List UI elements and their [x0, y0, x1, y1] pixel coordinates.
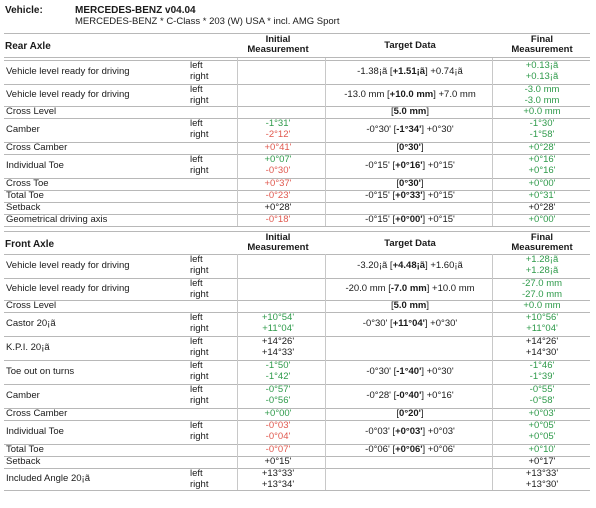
- final-value: +0°00': [528, 214, 556, 225]
- row-label: Setback: [6, 456, 41, 467]
- target-min: -0°30' [: [366, 366, 397, 377]
- target-range: [325, 284, 495, 294]
- initial-value: +0°41': [264, 142, 292, 153]
- final-value: -1°46': [529, 360, 555, 371]
- target-max: ] +0°30': [424, 318, 458, 329]
- row-label: Setback: [6, 202, 41, 213]
- row-label: Cross Toe: [6, 178, 49, 189]
- final-value: -1°58': [529, 129, 555, 140]
- target-min: -0°03' [: [365, 426, 396, 437]
- row-divider: [4, 312, 590, 313]
- target-max: ] +0°06': [422, 444, 455, 455]
- initial-value: +14°33': [261, 347, 295, 358]
- target-range: [325, 125, 495, 135]
- final-value: +14°26': [525, 336, 559, 347]
- row-label: Cross Level: [6, 106, 57, 117]
- final-value: +0°05': [528, 431, 556, 442]
- target-max: ] +0°15': [422, 160, 455, 171]
- target-max: ] +0°16': [421, 390, 454, 401]
- front-axle-title: Front Axle: [5, 239, 55, 250]
- initial-value: -0°18': [265, 214, 291, 225]
- target-nominal: -1°40': [396, 366, 422, 377]
- row-divider: [4, 226, 590, 227]
- row-divider: [4, 254, 590, 255]
- side-left-label: left: [190, 420, 203, 431]
- column-divider: [237, 58, 238, 226]
- target-range: [325, 161, 495, 171]
- initial-value: +0°15': [264, 456, 292, 467]
- target-range: [325, 191, 495, 201]
- front-target-header: Target Data: [384, 238, 436, 249]
- row-divider: [4, 178, 590, 179]
- row-divider: [4, 456, 590, 457]
- side-right-label: right: [190, 371, 209, 382]
- target-max: ] +0°03': [422, 426, 455, 437]
- side-right-label: right: [190, 129, 209, 140]
- row-label: Toe out on turns: [6, 366, 75, 377]
- final-value: +11°04': [526, 323, 558, 334]
- initial-value: +11°04': [262, 323, 294, 334]
- target-range: [325, 107, 495, 117]
- final-value: +0.0 mm: [523, 300, 561, 311]
- target-range: [325, 319, 495, 329]
- final-value: -0°55': [529, 384, 555, 395]
- vehicle-description: MERCEDES-BENZ * C-Class * 203 (W) USA * incl. AMG Sport: [75, 16, 340, 27]
- final-value: -27.0 mm: [521, 289, 563, 300]
- final-value: +0°28': [528, 142, 556, 153]
- target-nominal: -7.0 mm: [390, 283, 427, 294]
- side-right-label: right: [190, 323, 209, 334]
- row-divider: [4, 214, 590, 215]
- side-right-label: right: [190, 347, 209, 358]
- target-range: [325, 215, 495, 225]
- rear-target-header: Target Data: [384, 40, 436, 51]
- target-min: -13.0 mm [: [344, 89, 390, 100]
- row-divider: [4, 384, 590, 385]
- side-left-label: left: [190, 312, 203, 323]
- row-label: K.P.I. 20¡ã: [6, 342, 50, 353]
- rear-final-header: Final Measurement: [511, 34, 573, 55]
- target-max: ]: [426, 106, 430, 117]
- final-value: +10°56': [525, 312, 559, 323]
- final-value: +1.28¡ã: [525, 265, 559, 276]
- final-value: +1.28¡ã: [525, 254, 559, 265]
- row-label: Included Angle 20¡ã: [6, 473, 90, 484]
- target-nominal: +10.0 mm: [389, 89, 434, 100]
- initial-value: -1°31': [265, 118, 291, 129]
- initial-value: +14°26': [261, 336, 295, 347]
- final-value: +0.0 mm: [523, 106, 561, 117]
- side-right-label: right: [190, 95, 209, 106]
- front-initial-header: Initial Measurement: [247, 232, 309, 253]
- row-label: Camber: [6, 124, 40, 135]
- row-divider: [4, 106, 590, 107]
- column-divider: [492, 254, 493, 490]
- target-nominal: -0°40': [396, 390, 422, 401]
- row-label: Camber: [6, 390, 40, 401]
- target-nominal: 0°20': [399, 408, 421, 419]
- target-nominal: +0°06': [395, 444, 423, 455]
- final-value: -3.0 mm: [524, 95, 560, 106]
- rear-axle-title: Rear Axle: [5, 41, 51, 52]
- column-divider: [325, 58, 326, 226]
- target-min: -0°30' [: [366, 124, 397, 135]
- initial-value: -0°30': [265, 165, 291, 176]
- side-right-label: right: [190, 289, 209, 300]
- column-divider: [492, 58, 493, 226]
- target-min: -1.38¡ã [: [357, 66, 393, 77]
- row-label: Individual Toe: [6, 160, 64, 171]
- target-range: [325, 301, 495, 311]
- row-label: Vehicle level ready for driving: [6, 283, 130, 294]
- initial-value: -0°57': [265, 384, 291, 395]
- final-value: +0°28': [528, 202, 556, 213]
- target-min: [: [396, 142, 400, 153]
- side-left-label: left: [190, 84, 203, 95]
- final-value: +0°05': [528, 420, 556, 431]
- target-min: -0°15' [: [365, 160, 396, 171]
- row-divider: [4, 57, 590, 58]
- row-label: Individual Toe: [6, 426, 64, 437]
- target-max: ] +0°30': [421, 366, 454, 377]
- row-divider: [4, 336, 590, 337]
- initial-value: -0°56': [265, 395, 291, 406]
- initial-value: -1°42': [265, 371, 291, 382]
- column-divider: [237, 254, 238, 490]
- target-nominal: +4.48¡ã: [392, 260, 426, 271]
- row-divider: [4, 142, 590, 143]
- row-label: Vehicle level ready for driving: [6, 260, 130, 271]
- target-nominal: 0°30': [399, 142, 421, 153]
- target-nominal: 5.0 mm: [393, 300, 427, 311]
- target-nominal: +0°33': [395, 190, 423, 201]
- target-nominal: +0°03': [395, 426, 423, 437]
- final-value: +0.13¡ã: [525, 60, 559, 71]
- initial-value: -0°03': [265, 420, 291, 431]
- initial-value: +13°34': [261, 479, 295, 490]
- final-value: +14°30': [525, 347, 559, 358]
- final-value: +0°31': [528, 190, 556, 201]
- initial-value: -0°23': [265, 190, 291, 201]
- target-range: [325, 427, 495, 437]
- row-divider: [4, 202, 590, 203]
- side-left-label: left: [190, 336, 203, 347]
- row-divider: [4, 360, 590, 361]
- row-label: Total Toe: [6, 190, 44, 201]
- side-left-label: left: [190, 360, 203, 371]
- final-value: +0°17': [528, 456, 556, 467]
- row-divider: [4, 60, 590, 61]
- row-label: Castor 20¡ã: [6, 318, 56, 329]
- row-label: Vehicle level ready for driving: [6, 66, 130, 77]
- final-value: +0°10': [528, 444, 556, 455]
- row-label: Geometrical driving axis: [6, 214, 108, 225]
- initial-value: -1°50': [265, 360, 291, 371]
- initial-value: -0°07': [265, 444, 291, 455]
- target-max: ] +0°15': [422, 190, 455, 201]
- target-max: ] +0°30': [421, 124, 454, 135]
- side-right-label: right: [190, 165, 209, 176]
- final-value: -27.0 mm: [521, 278, 563, 289]
- initial-value: -2°12': [265, 129, 291, 140]
- target-max: ] +0°15': [422, 214, 455, 225]
- target-min: [: [396, 408, 400, 419]
- front-final-header: Final Measurement: [511, 232, 573, 253]
- initial-value: -0°04': [265, 431, 291, 442]
- side-left-label: left: [190, 118, 203, 129]
- target-min: -0°15' [: [365, 214, 396, 225]
- target-max: ]: [426, 300, 430, 311]
- final-value: +0°16': [528, 154, 556, 165]
- target-max: ] +10.0 mm: [426, 283, 475, 294]
- target-max: ]: [420, 142, 424, 153]
- target-max: ] +1.60¡ã: [425, 260, 463, 271]
- side-right-label: right: [190, 479, 209, 490]
- row-divider: [4, 468, 590, 469]
- initial-value: +0°28': [264, 202, 292, 213]
- row-divider: [4, 278, 590, 279]
- target-nominal: 0°30': [399, 178, 421, 189]
- row-label: Cross Level: [6, 300, 57, 311]
- row-divider: [4, 84, 590, 85]
- row-divider: [4, 190, 590, 191]
- final-value: +13°33': [525, 468, 559, 479]
- row-label: Vehicle level ready for driving: [6, 89, 130, 100]
- side-right-label: right: [190, 395, 209, 406]
- side-right-label: right: [190, 265, 209, 276]
- final-value: -3.0 mm: [524, 84, 560, 95]
- side-left-label: left: [190, 468, 203, 479]
- row-divider: [4, 300, 590, 301]
- initial-value: +0°37': [264, 178, 292, 189]
- final-value: -0°58': [529, 395, 555, 406]
- target-max: ]: [420, 178, 424, 189]
- target-min: -0°28' [: [366, 390, 397, 401]
- rear-initial-header: Initial Measurement: [247, 34, 309, 55]
- final-value: -1°39': [529, 371, 555, 382]
- target-nominal: +0°16': [395, 160, 423, 171]
- row-divider: [4, 118, 590, 119]
- row-label: Total Toe: [6, 444, 44, 455]
- target-min: -0°30' [: [362, 318, 393, 329]
- initial-value: +13°33': [261, 468, 295, 479]
- vehicle-model: MERCEDES-BENZ v04.04: [75, 5, 196, 16]
- target-range: [325, 67, 495, 77]
- target-max: ] +0.74¡ã: [425, 66, 463, 77]
- final-value: +0°16': [528, 165, 556, 176]
- initial-value: +0°00': [264, 408, 292, 419]
- column-divider: [325, 254, 326, 490]
- target-min: -0°15' [: [365, 190, 396, 201]
- side-left-label: left: [190, 60, 203, 71]
- target-nominal: -1°34': [396, 124, 422, 135]
- target-max: ] +7.0 mm: [433, 89, 476, 100]
- row-divider: [4, 420, 590, 421]
- side-left-label: left: [190, 384, 203, 395]
- target-nominal: 5.0 mm: [393, 106, 427, 117]
- target-nominal: +1.51¡ã: [392, 66, 426, 77]
- side-left-label: left: [190, 278, 203, 289]
- final-value: +13°30': [525, 479, 559, 490]
- initial-value: +10°54': [261, 312, 295, 323]
- row-divider: [4, 231, 590, 232]
- row-divider: [4, 444, 590, 445]
- target-nominal: +0°00': [395, 214, 423, 225]
- target-range: [325, 367, 495, 377]
- target-min: [: [396, 178, 400, 189]
- target-range: [325, 179, 495, 189]
- row-label: Cross Camber: [6, 142, 68, 153]
- row-label: Cross Camber: [6, 408, 68, 419]
- row-divider: [4, 408, 590, 409]
- target-min: [: [390, 106, 394, 117]
- initial-value: +0°07': [264, 154, 292, 165]
- final-value: -1°30': [529, 118, 555, 129]
- side-right-label: right: [190, 71, 209, 82]
- target-range: [325, 143, 495, 153]
- final-value: +0°03': [528, 408, 556, 419]
- row-divider: [4, 33, 590, 34]
- target-min: -3.20¡ã [: [357, 260, 393, 271]
- target-range: [325, 391, 495, 401]
- target-min: -0°06' [: [365, 444, 396, 455]
- vehicle-label: Vehicle:: [5, 5, 43, 16]
- final-value: +0°00': [528, 178, 556, 189]
- final-value: +0.13¡ã: [525, 71, 559, 82]
- side-left-label: left: [190, 154, 203, 165]
- row-divider: [4, 490, 590, 491]
- target-min: [: [390, 300, 394, 311]
- row-divider: [4, 154, 590, 155]
- side-left-label: left: [190, 254, 203, 265]
- side-right-label: right: [190, 431, 209, 442]
- target-min: -20.0 mm [: [345, 283, 391, 294]
- target-range: [325, 445, 495, 455]
- target-nominal: +11°04': [392, 318, 425, 329]
- target-range: [325, 90, 495, 100]
- target-max: ]: [420, 408, 424, 419]
- target-range: [325, 409, 495, 419]
- target-range: [325, 261, 495, 271]
